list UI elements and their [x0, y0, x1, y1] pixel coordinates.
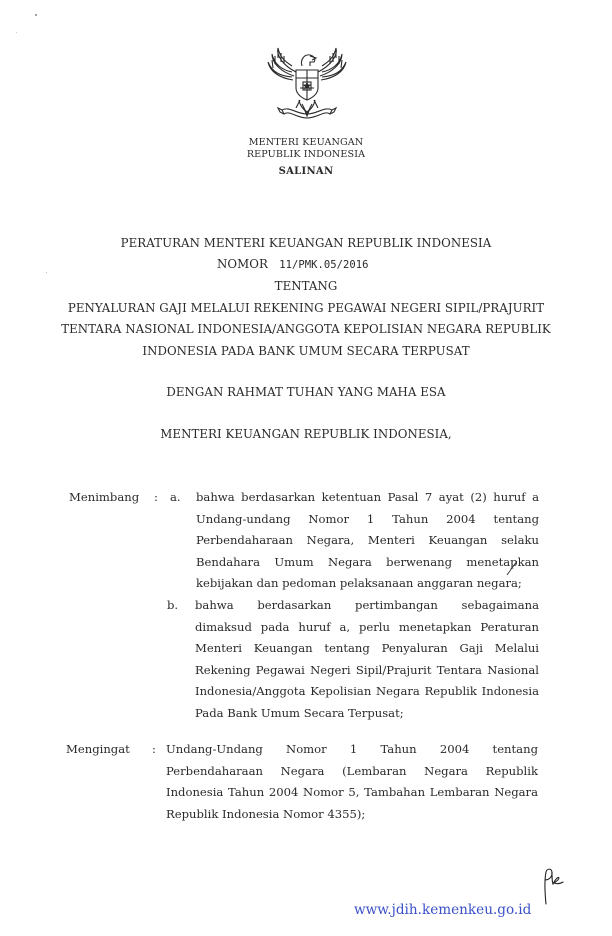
copy-mark: SALINAN — [278, 166, 334, 177]
invocation: DENGAN RAHMAT TUHAN YANG MAHA ESA — [166, 385, 446, 399]
scan-speck — [46, 272, 47, 273]
mengingat-line: Undang-Undang Nomor 1 Tahun 2004 tentang — [166, 742, 538, 756]
item-a-text — [196, 487, 539, 595]
item-b-line: Menteri Keuangan tentang Penyaluran Gaji Melalui — [195, 641, 539, 656]
item-b-line: dimaksud pada huruf a, perlu menetapkan Peraturan — [195, 619, 539, 634]
item-a-line: Undang-undang Nomor 1 Tahun 2004 tentang — [196, 511, 539, 526]
item-a-line: bahwa berdasarkan ketentuan Pasal 7 ayat (2) huruf a — [196, 490, 539, 504]
issuer: MENTERI KEUANGAN REPUBLIK INDONESIA, — [160, 427, 452, 441]
subject-line-1: PENYALURAN GAJI MELALUI REKENING PEGAWAI NEGERI SIPIL/PRAJURIT — [67, 301, 545, 315]
item-a-line: kebijakan dan pedoman pelaksanaan anggaran negara; — [196, 576, 522, 591]
mengingat-line: Perbendaharaan Negara (Lembaran Negara Republik — [166, 763, 538, 778]
menimbang-label: Menimbang — [69, 490, 140, 504]
item-b-line: Rekening Pegawai Negeri Sipil/Prajurit Tentara Nasional — [195, 662, 539, 677]
subject-line-2: TENTARA NASIONAL INDONESIA/ANGGOTA KEPOLISIAN NEGARA REPUBLIK — [61, 322, 551, 336]
subject-line-3: INDONESIA PADA BANK UMUM SECARA TERPUSAT — [142, 344, 470, 358]
regulation-number — [217, 257, 369, 271]
institution-line-2: REPUBLIK INDONESIA — [246, 149, 366, 160]
mengingat-text — [166, 739, 538, 825]
item-b-line: bahwa berdasarkan pertimbangan sebagaimana — [195, 598, 539, 612]
footer-url-link[interactable]: www.jdih.kemenkeu.go.id — [354, 902, 532, 918]
mengingat-line: Republik Indonesia Nomor 4355); — [166, 806, 366, 821]
scan-speck — [35, 14, 37, 16]
scan-speck — [16, 32, 17, 33]
item-a-line: Bendahara Umum Negara berwenang menetapkan — [196, 554, 539, 569]
number-value: 11/PMK.05/2016 — [279, 259, 369, 271]
number-label: NOMOR — [217, 257, 268, 271]
item-a-letter: a. — [170, 490, 181, 504]
item-b-letter: b. — [167, 598, 179, 612]
item-b-line: Pada Bank Umum Secara Terpusat; — [195, 705, 404, 720]
mengingat-line: Indonesia Tahun 2004 Nomor 5, Tambahan Lembaran Negara — [166, 785, 538, 800]
initial-signature-icon — [540, 866, 566, 906]
handwritten-mark-icon — [505, 560, 519, 576]
regulation-title: PERATURAN MENTERI KEUANGAN REPUBLIK INDONESIA — [120, 236, 492, 250]
mengingat-colon: : — [152, 742, 156, 756]
item-b-line: Indonesia/Anggota Kepolisian Negara Republik Indonesia — [195, 684, 539, 699]
item-a-line: Perbendaharaan Negara, Menteri Keuangan selaku — [196, 533, 539, 548]
menimbang-colon: : — [154, 490, 158, 504]
item-b-text — [195, 595, 539, 725]
about-label: TENTANG — [274, 279, 338, 293]
garuda-emblem-icon — [266, 44, 348, 126]
institution-line-1: MENTERI KEUANGAN — [248, 137, 364, 148]
mengingat-label: Mengingat — [66, 742, 130, 756]
